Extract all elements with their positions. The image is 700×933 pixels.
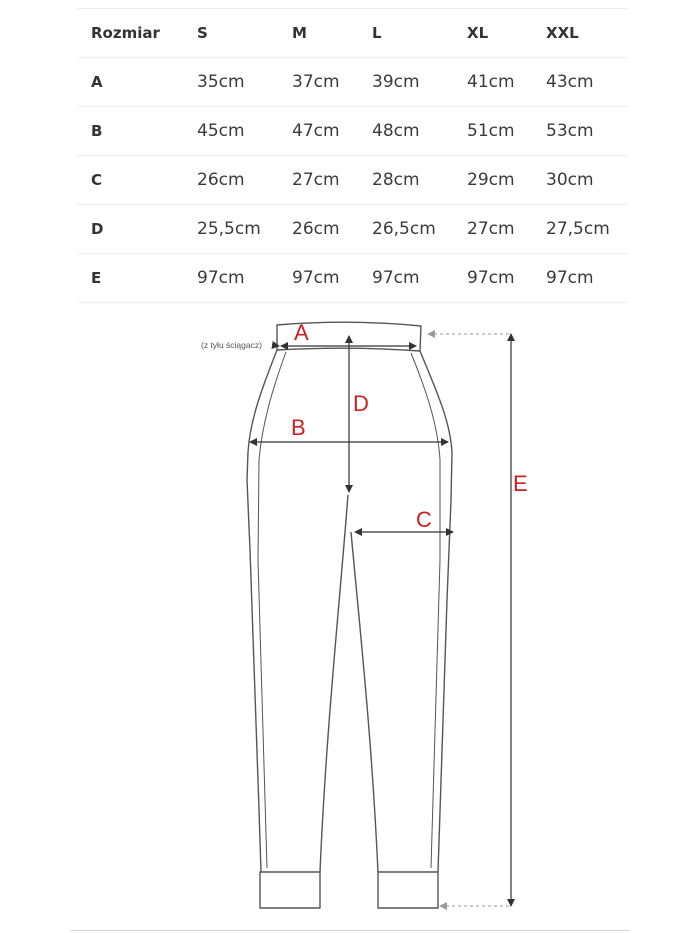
table-cell: 41cm xyxy=(467,72,515,92)
row-label: B xyxy=(91,122,103,140)
header-size-m: M xyxy=(292,24,307,42)
table-cell: 25,5cm xyxy=(197,219,261,239)
measurement-labels xyxy=(291,320,528,532)
left-leg-inner-seam xyxy=(320,495,348,872)
row-label: C xyxy=(91,171,103,189)
right-leg-inner-seam xyxy=(351,532,378,872)
table-cell: 97cm xyxy=(467,268,515,288)
left-cuff xyxy=(260,872,320,908)
label-e: E xyxy=(513,471,528,496)
table-cell: 48cm xyxy=(372,121,420,141)
header-size-xl: XL xyxy=(467,24,489,42)
header-size-xxl: XXL xyxy=(546,24,579,42)
waistband-note-pointer xyxy=(272,345,279,346)
table-cell: 39cm xyxy=(372,72,420,92)
table-cell: 27,5cm xyxy=(546,219,610,239)
label-a: A xyxy=(294,320,309,345)
waistband-note: (z tyłu ściągacz) xyxy=(201,340,262,350)
table-row xyxy=(78,107,628,156)
header-size-l: L xyxy=(372,24,382,42)
trousers-measurement-diagram xyxy=(0,300,700,920)
size-table xyxy=(78,8,628,303)
table-cell: 47cm xyxy=(292,121,340,141)
table-cell: 27cm xyxy=(292,170,340,190)
table-cell: 27cm xyxy=(467,219,515,239)
header-size-label: Rozmiar xyxy=(91,24,160,42)
bottom-divider xyxy=(70,930,630,931)
table-cell: 97cm xyxy=(372,268,420,288)
table-cell: 97cm xyxy=(197,268,245,288)
header-size-s: S xyxy=(197,24,208,42)
side-stripe-right xyxy=(411,353,440,868)
table-cell: 45cm xyxy=(197,121,245,141)
side-stripe-left xyxy=(258,352,286,868)
left-leg-outer-seam xyxy=(247,350,277,872)
label-d: D xyxy=(353,391,369,416)
table-row xyxy=(78,156,628,205)
table-cell: 97cm xyxy=(292,268,340,288)
table-cell: 37cm xyxy=(292,72,340,92)
table-cell: 53cm xyxy=(546,121,594,141)
measurement-lines xyxy=(250,334,511,906)
table-cell: 30cm xyxy=(546,170,594,190)
table-row xyxy=(78,254,628,303)
table-cell: 35cm xyxy=(197,72,245,92)
table-row xyxy=(78,205,628,254)
table-row xyxy=(78,58,628,107)
table-cell: 26,5cm xyxy=(372,219,436,239)
right-cuff xyxy=(378,872,438,908)
row-label: D xyxy=(91,220,104,238)
table-cell: 29cm xyxy=(467,170,515,190)
label-c: C xyxy=(416,507,432,532)
table-cell: 26cm xyxy=(197,170,245,190)
row-label: A xyxy=(91,73,103,91)
table-cell: 26cm xyxy=(292,219,340,239)
table-cell: 97cm xyxy=(546,268,594,288)
table-cell: 51cm xyxy=(467,121,515,141)
table-cell: 28cm xyxy=(372,170,420,190)
table-header-row xyxy=(78,9,628,58)
row-label: E xyxy=(91,269,102,287)
label-b: B xyxy=(291,415,306,440)
table-cell: 43cm xyxy=(546,72,594,92)
